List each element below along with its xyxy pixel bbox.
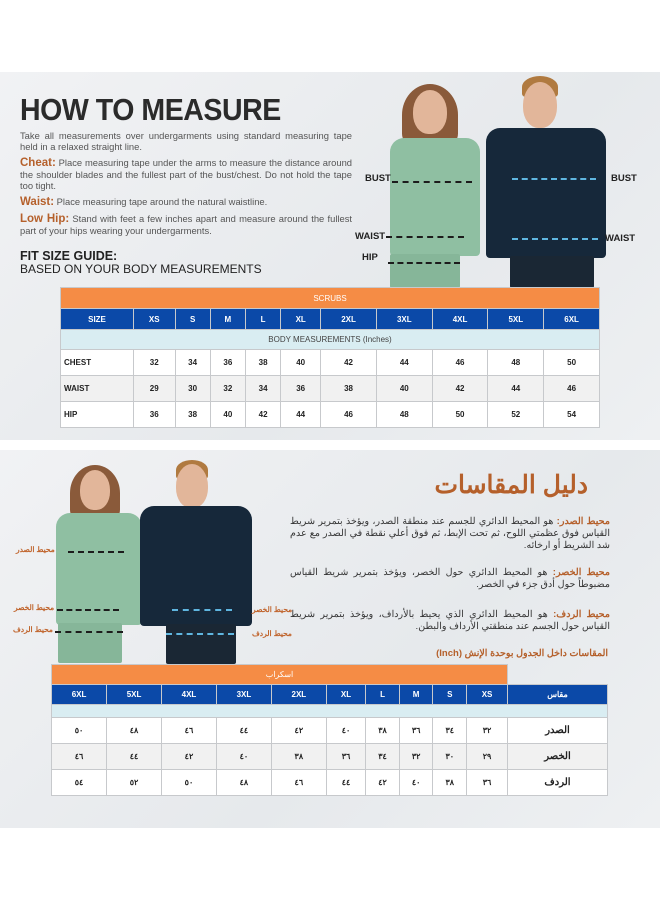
size-header: L bbox=[245, 309, 280, 330]
table-row bbox=[61, 288, 600, 309]
table-cell: 40 bbox=[210, 402, 245, 428]
row-label: الردف bbox=[508, 770, 608, 796]
size-header: 2XL bbox=[271, 685, 326, 705]
table-cell: 54 bbox=[544, 402, 600, 428]
ar-unit-note: المقاسات داخل الجدول بوحدة الإنش (Inch) bbox=[436, 648, 608, 659]
table-cell: 42 bbox=[321, 350, 377, 376]
size-header: XL bbox=[326, 685, 365, 705]
table-cell: 32 bbox=[210, 376, 245, 402]
table-cell: 29 bbox=[134, 376, 176, 402]
table-cell: 48 bbox=[488, 350, 544, 376]
size-header: SIZE bbox=[61, 309, 134, 330]
table-cell: ٤٢ bbox=[366, 770, 400, 796]
waist-label-left-ar: محيط الخصر bbox=[14, 603, 55, 612]
table-cell: 44 bbox=[488, 376, 544, 402]
waist-label-right-ar: محيط الخصر bbox=[252, 605, 293, 614]
table-row bbox=[52, 665, 608, 685]
waist-line-male-ar bbox=[172, 609, 232, 611]
size-header: M bbox=[399, 685, 433, 705]
table-cell: 48 bbox=[376, 402, 432, 428]
size-header: 5XL bbox=[107, 685, 162, 705]
table-row bbox=[61, 402, 600, 428]
hip-label-left-ar: محيط الردف bbox=[13, 625, 53, 634]
chest-line-female-ar bbox=[68, 551, 124, 553]
hip-label: Low Hip: bbox=[20, 213, 70, 225]
table-cell: ٥٠ bbox=[52, 718, 107, 744]
table-row bbox=[52, 705, 608, 718]
ar-chest-instruction bbox=[290, 516, 610, 552]
row-label: الصدر bbox=[508, 718, 608, 744]
table-cell: 38 bbox=[245, 350, 280, 376]
table-row bbox=[52, 744, 608, 770]
chest-label-left-ar: محيط الصدر bbox=[16, 545, 55, 554]
size-header: S bbox=[433, 685, 467, 705]
fit-size-guide bbox=[20, 250, 262, 276]
bust-label-left: BUST bbox=[365, 173, 391, 184]
table-cell: 34 bbox=[245, 376, 280, 402]
table-cell: ٤٤ bbox=[216, 718, 271, 744]
size-header: 6XL bbox=[544, 309, 600, 330]
table-cell: ٥٤ bbox=[52, 770, 107, 796]
empty-cell bbox=[508, 665, 608, 685]
table-cell: 44 bbox=[281, 402, 321, 428]
waist-label-right: WAIST bbox=[605, 233, 636, 244]
size-header: 4XL bbox=[432, 309, 488, 330]
table-row bbox=[52, 718, 608, 744]
body-measurements-header: BODY MEASUREMENTS (Inches) bbox=[61, 330, 600, 350]
page-title: HOW TO MEASURE bbox=[20, 92, 281, 127]
spacer-cell bbox=[52, 705, 608, 718]
waist-instruction bbox=[20, 196, 352, 208]
waist-line-male bbox=[512, 238, 598, 240]
fit-title: FIT SIZE GUIDE: bbox=[20, 249, 118, 263]
table-cell: ٣٨ bbox=[271, 744, 326, 770]
ar-waist-instruction bbox=[290, 567, 610, 591]
chest-label: Cheat: bbox=[20, 157, 56, 169]
size-header: 4XL bbox=[162, 685, 217, 705]
table-cell: 36 bbox=[134, 402, 176, 428]
table-title: SCRUBS bbox=[61, 288, 600, 309]
table-cell: 40 bbox=[376, 376, 432, 402]
table-cell: ٤٢ bbox=[271, 718, 326, 744]
table-cell: 42 bbox=[245, 402, 280, 428]
table-cell: ٤٤ bbox=[107, 744, 162, 770]
hip-label-left: HIP bbox=[362, 252, 378, 263]
bust-line-female bbox=[392, 181, 472, 183]
table-row bbox=[61, 309, 600, 330]
table-cell: 38 bbox=[175, 402, 210, 428]
hip-line-male-ar bbox=[166, 633, 234, 635]
size-header: XS bbox=[134, 309, 176, 330]
table-row bbox=[61, 376, 600, 402]
table-cell: 32 bbox=[134, 350, 176, 376]
waist-line-female bbox=[386, 236, 464, 238]
hip-label-right-ar: محيط الردف bbox=[252, 629, 292, 638]
size-header: 2XL bbox=[321, 309, 377, 330]
hip-line-female bbox=[388, 262, 460, 264]
size-header: S bbox=[175, 309, 210, 330]
size-header: XL bbox=[281, 309, 321, 330]
table-cell: ٤٨ bbox=[216, 770, 271, 796]
hip-instruction bbox=[20, 213, 352, 236]
table-cell: 30 bbox=[175, 376, 210, 402]
table-cell: 52 bbox=[488, 402, 544, 428]
table-cell: 50 bbox=[432, 402, 488, 428]
bust-label-right: BUST bbox=[611, 173, 637, 184]
table-cell: ٥٠ bbox=[162, 770, 217, 796]
table-row bbox=[61, 350, 600, 376]
table-title: اسكراب bbox=[52, 665, 508, 685]
table-cell: 38 bbox=[321, 376, 377, 402]
ar-chest-text: هو المحيط الدائري للجسم عند منطقة الصدر، ويؤخذ بتمرير شريط القياس فوق عظمتي اللوح، ثم تحت الإبط، ثم فوق أعلي نقطة في الصدر مع عدم شد الشريط أو ارخائه. bbox=[290, 516, 610, 551]
intro-text: Take all measurements over undergarments using standard measuring tape held in a relaxed straight line. bbox=[20, 130, 352, 152]
row-label: WAIST bbox=[61, 376, 134, 402]
size-header: 5XL bbox=[488, 309, 544, 330]
table-cell: ٤٤ bbox=[326, 770, 365, 796]
table-cell: 46 bbox=[321, 402, 377, 428]
fit-subtitle: BASED ON YOUR BODY MEASUREMENTS bbox=[20, 262, 262, 276]
table-cell: 50 bbox=[544, 350, 600, 376]
size-header: 6XL bbox=[52, 685, 107, 705]
ar-waist-label: محيط الخصر: bbox=[552, 567, 610, 578]
table-cell: 46 bbox=[544, 376, 600, 402]
waist-text: Place measuring tape around the natural waistline. bbox=[54, 196, 268, 207]
table-row bbox=[52, 770, 608, 796]
table-cell: 40 bbox=[281, 350, 321, 376]
bust-line-male bbox=[512, 178, 596, 180]
table-cell: 34 bbox=[175, 350, 210, 376]
table-cell: ٤٢ bbox=[162, 744, 217, 770]
table-cell: ٤٠ bbox=[399, 770, 433, 796]
size-header: 3XL bbox=[216, 685, 271, 705]
ar-hip-label: محيط الردف: bbox=[553, 609, 610, 620]
size-chart-english bbox=[60, 287, 600, 428]
ar-hip-text: هو المحيط الدائري الذي يحيط بالأرداف، ويؤخذ بتمرير شريط القياس حول الجسم عند منطقتي الأرداف والبطن. bbox=[290, 609, 610, 632]
size-header: مقاس bbox=[508, 685, 608, 705]
table-cell: 42 bbox=[432, 376, 488, 402]
chest-text: Place measuring tape under the arms to measure the distance around the shoulder blades and the fullest part of the bust/chest. Do not hold the tape too tight. bbox=[20, 157, 352, 191]
ar-chest-label: محيط الصدر: bbox=[556, 516, 610, 527]
table-cell: ٤٦ bbox=[271, 770, 326, 796]
hip-text: Stand with feet a few inches apart and measure around the fullest part of your hips wearing your undergarments. bbox=[20, 213, 352, 236]
table-cell: ٤٠ bbox=[216, 744, 271, 770]
ar-hip-instruction bbox=[290, 609, 610, 633]
table-cell: ٣٠ bbox=[433, 744, 467, 770]
table-cell: ٤٨ bbox=[107, 718, 162, 744]
table-cell: ٥٢ bbox=[107, 770, 162, 796]
size-header: XS bbox=[467, 685, 508, 705]
table-cell: ٣٨ bbox=[366, 718, 400, 744]
table-cell: 44 bbox=[376, 350, 432, 376]
ar-waist-text: هو المحيط الدائري حول الخصر، ويؤخذ بتمرير شريط القياس مضبوطاً حول أدق جزء في الخصر. bbox=[290, 567, 610, 590]
table-cell: ٤٦ bbox=[162, 718, 217, 744]
table-cell: ٣٤ bbox=[366, 744, 400, 770]
table-cell: ٣٦ bbox=[467, 770, 508, 796]
table-cell: ٣٤ bbox=[433, 718, 467, 744]
chest-instruction bbox=[20, 157, 352, 191]
table-cell: ٤٠ bbox=[326, 718, 365, 744]
size-chart-arabic bbox=[51, 664, 608, 796]
row-label: الخصر bbox=[508, 744, 608, 770]
table-row bbox=[61, 330, 600, 350]
table-cell: ٣٦ bbox=[399, 718, 433, 744]
table-cell: 36 bbox=[281, 376, 321, 402]
hip-line-female-ar bbox=[55, 631, 123, 633]
size-header: M bbox=[210, 309, 245, 330]
row-label: CHEST bbox=[61, 350, 134, 376]
table-cell: ٣٦ bbox=[326, 744, 365, 770]
waist-label-left: WAIST bbox=[355, 231, 386, 242]
arabic-title: دليل المقاسات bbox=[434, 471, 588, 499]
row-label: HIP bbox=[61, 402, 134, 428]
table-cell: 46 bbox=[432, 350, 488, 376]
size-header: L bbox=[366, 685, 400, 705]
table-cell: ٣٢ bbox=[399, 744, 433, 770]
table-cell: ٣٢ bbox=[467, 718, 508, 744]
table-cell: ٤٦ bbox=[52, 744, 107, 770]
table-cell: ٣٨ bbox=[433, 770, 467, 796]
table-cell: ٢٩ bbox=[467, 744, 508, 770]
waist-label: Waist: bbox=[20, 196, 55, 208]
size-header: 3XL bbox=[376, 309, 432, 330]
table-row bbox=[52, 685, 608, 705]
table-cell: 36 bbox=[210, 350, 245, 376]
waist-line-female-ar bbox=[57, 609, 119, 611]
